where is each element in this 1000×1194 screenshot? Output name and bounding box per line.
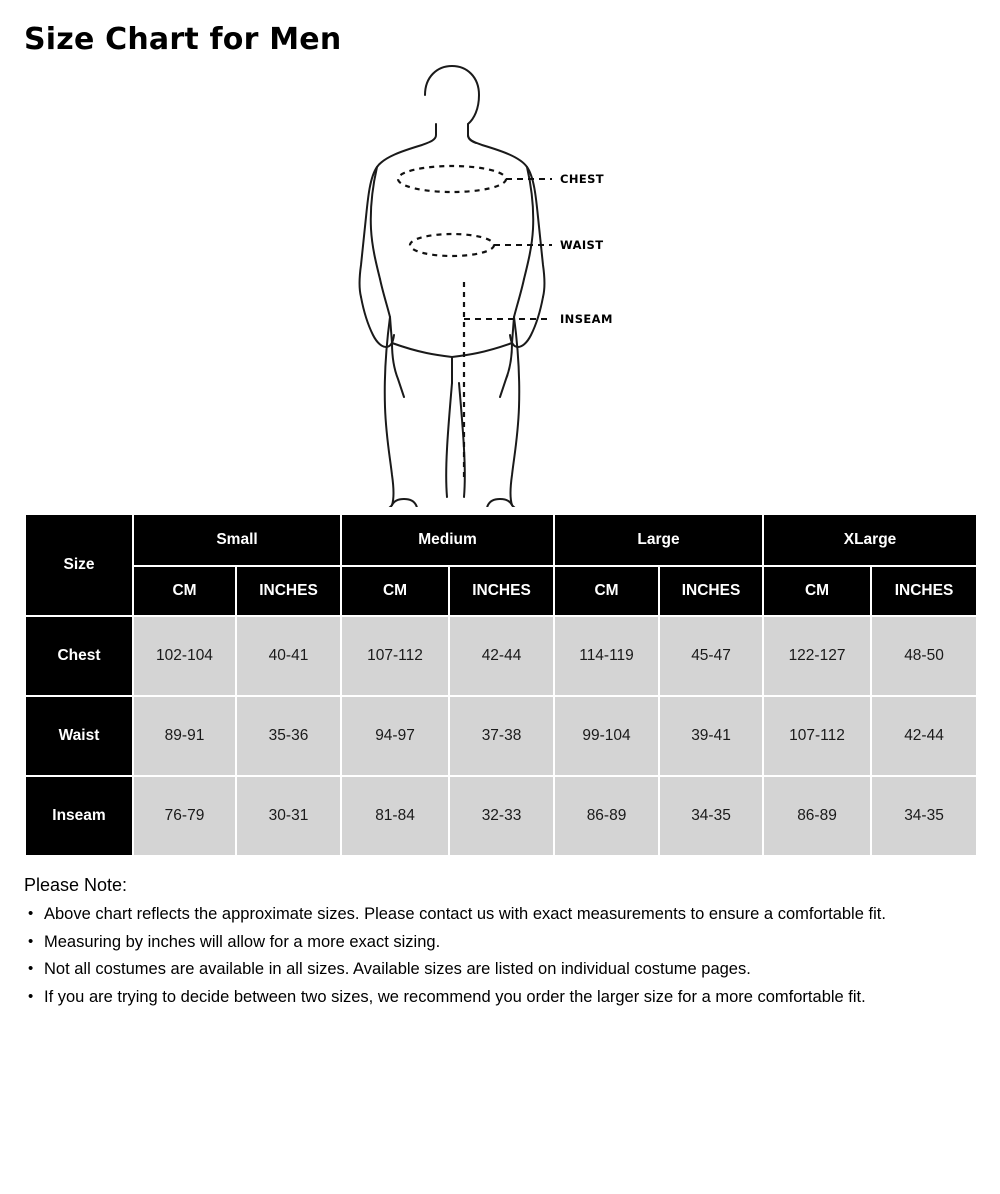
torso-right bbox=[524, 167, 533, 279]
hip-left bbox=[380, 279, 392, 343]
unit-header-cm-xlarge: CM bbox=[763, 566, 871, 616]
chest-label: CHEST bbox=[560, 172, 605, 186]
unit-header-cm-small: CM bbox=[133, 566, 236, 616]
list-item: • Above chart reflects the approximate sizes. Please contact us with exact measurements to ensure a comfortable fit. bbox=[24, 902, 976, 928]
notes-list bbox=[24, 902, 976, 1010]
size-corner-label: Size bbox=[25, 514, 133, 616]
waist-label: WAIST bbox=[560, 238, 604, 252]
waist-large-cm: 99-104 bbox=[554, 696, 659, 776]
table-header-row-sizes bbox=[25, 514, 977, 566]
chest-large-cm: 114-119 bbox=[554, 616, 659, 696]
thigh-left-in bbox=[392, 343, 404, 397]
waist-large-inches: 39-41 bbox=[659, 696, 763, 776]
body-figure-svg bbox=[0, 57, 1000, 507]
waist-measure-ellipse bbox=[410, 234, 494, 256]
list-item: • If you are trying to decide between two sizes, we recommend you order the larger size for a more comfortable fit. bbox=[24, 985, 976, 1011]
hip-bottom bbox=[392, 343, 512, 357]
list-item: • Not all costumes are available in all sizes. Available sizes are listed on individual costume pages. bbox=[24, 957, 976, 983]
leg-left-inner bbox=[446, 383, 452, 497]
row-label-chest: Chest bbox=[25, 616, 133, 696]
table-row bbox=[25, 616, 977, 696]
waist-medium-cm: 94-97 bbox=[341, 696, 449, 776]
body-measurement-diagram bbox=[0, 57, 1000, 507]
list-item: • Measuring by inches will allow for a more exact sizing. bbox=[24, 930, 976, 956]
size-column-xlarge: XLarge bbox=[763, 514, 977, 566]
waist-small-inches: 35-36 bbox=[236, 696, 341, 776]
left-foot bbox=[376, 499, 417, 507]
size-column-medium: Medium bbox=[341, 514, 554, 566]
inseam-small-cm: 76-79 bbox=[133, 776, 236, 856]
waist-medium-inches: 37-38 bbox=[449, 696, 554, 776]
chest-small-inches: 40-41 bbox=[236, 616, 341, 696]
inseam-large-cm: 86-89 bbox=[554, 776, 659, 856]
torso-left bbox=[371, 167, 380, 279]
leg-right-inner bbox=[459, 383, 465, 497]
head-outline bbox=[425, 66, 479, 143]
size-column-large: Large bbox=[554, 514, 763, 566]
waist-xlarge-cm: 107-112 bbox=[763, 696, 871, 776]
unit-header-inches-medium: INCHES bbox=[449, 566, 554, 616]
chest-measure-ellipse bbox=[398, 166, 506, 192]
unit-header-cm-medium: CM bbox=[341, 566, 449, 616]
table-row bbox=[25, 776, 977, 856]
hip-right bbox=[512, 279, 524, 343]
table-row bbox=[25, 696, 977, 776]
inseam-xlarge-inches: 34-35 bbox=[871, 776, 977, 856]
unit-header-inches-large: INCHES bbox=[659, 566, 763, 616]
waist-small-cm: 89-91 bbox=[133, 696, 236, 776]
chest-medium-inches: 42-44 bbox=[449, 616, 554, 696]
row-label-inseam: Inseam bbox=[25, 776, 133, 856]
unit-header-cm-large: CM bbox=[554, 566, 659, 616]
notes-heading: Please Note: bbox=[24, 875, 128, 895]
table-header-row-units bbox=[25, 566, 977, 616]
chest-large-inches: 45-47 bbox=[659, 616, 763, 696]
right-foot bbox=[487, 499, 528, 507]
inseam-label: INSEAM bbox=[560, 312, 613, 326]
page-title: Size Chart for Men bbox=[24, 22, 342, 57]
chest-small-cm: 102-104 bbox=[133, 616, 236, 696]
inseam-small-inches: 30-31 bbox=[236, 776, 341, 856]
chest-xlarge-inches: 48-50 bbox=[871, 616, 977, 696]
inseam-large-inches: 34-35 bbox=[659, 776, 763, 856]
chest-medium-cm: 107-112 bbox=[341, 616, 449, 696]
unit-header-inches-small: INCHES bbox=[236, 566, 341, 616]
notes-section bbox=[24, 875, 976, 1010]
waist-xlarge-inches: 42-44 bbox=[871, 696, 977, 776]
inseam-xlarge-cm: 86-89 bbox=[763, 776, 871, 856]
inseam-medium-cm: 81-84 bbox=[341, 776, 449, 856]
thigh-right-in bbox=[500, 343, 512, 397]
size-column-small: Small bbox=[133, 514, 341, 566]
chest-xlarge-cm: 122-127 bbox=[763, 616, 871, 696]
unit-header-inches-xlarge: INCHES bbox=[871, 566, 977, 616]
row-label-waist: Waist bbox=[25, 696, 133, 776]
size-chart-table bbox=[24, 513, 978, 857]
inseam-medium-inches: 32-33 bbox=[449, 776, 554, 856]
